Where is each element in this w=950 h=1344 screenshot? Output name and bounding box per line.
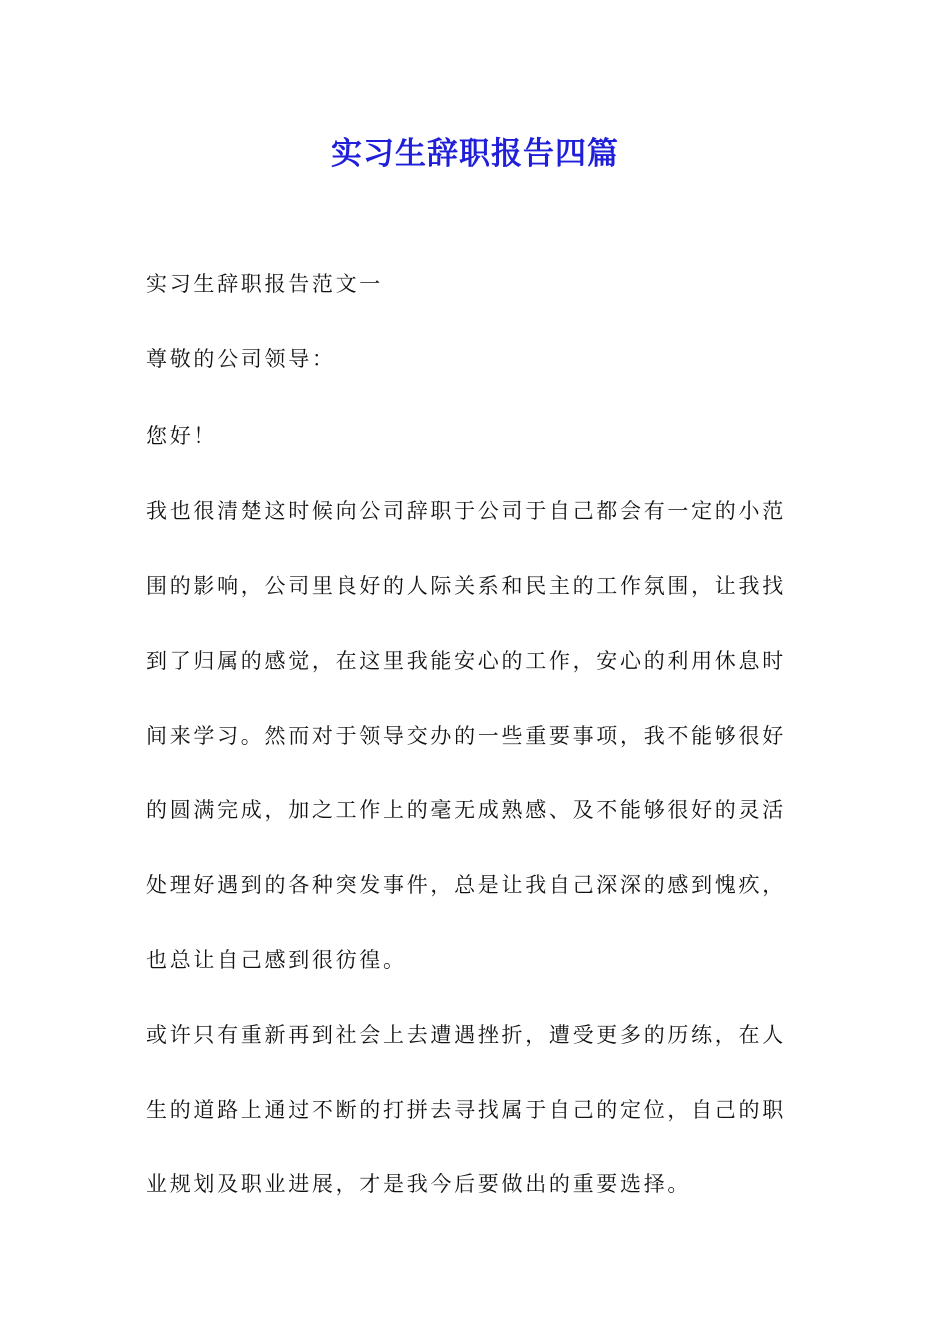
- salutation: 尊敬的公司领导：: [146, 347, 336, 371]
- paragraph-1-line: 围的影响，公司里良好的人际关系和民主的工作氛围，让我找: [146, 574, 786, 598]
- paragraph-1-line: 处理好遇到的各种突发事件，总是让我自己深深的感到愧疚，: [146, 873, 786, 897]
- paragraph-1-line: 我也很清楚这时候向公司辞职于公司于自己都会有一定的小范: [146, 499, 786, 523]
- paragraph-2-line: 业规划及职业进展，才是我今后要做出的重要选择。: [146, 1172, 692, 1196]
- greeting: 您好！: [146, 424, 218, 448]
- paragraph-2-line: 生的道路上通过不断的打拼去寻找属于自己的定位，自己的职: [146, 1098, 786, 1122]
- paragraph-2-line: 或许只有重新再到社会上去遭遇挫折，遭受更多的历练，在人: [146, 1023, 786, 1047]
- paragraph-1-line: 也总让自己感到很彷徨。: [146, 948, 407, 972]
- paragraph-1-line: 到了归属的感觉，在这里我能安心的工作，安心的利用休息时: [146, 649, 786, 673]
- paragraph-1-line: 的圆满完成，加之工作上的毫无成熟感、及不能够很好的灵活: [146, 798, 786, 822]
- paragraph-1-line: 间来学习。然而对于领导交办的一些重要事项，我不能够很好: [146, 724, 786, 748]
- document-title: 实习生辞职报告四篇: [331, 136, 619, 172]
- section-heading: 实习生辞职报告范文一: [146, 272, 383, 296]
